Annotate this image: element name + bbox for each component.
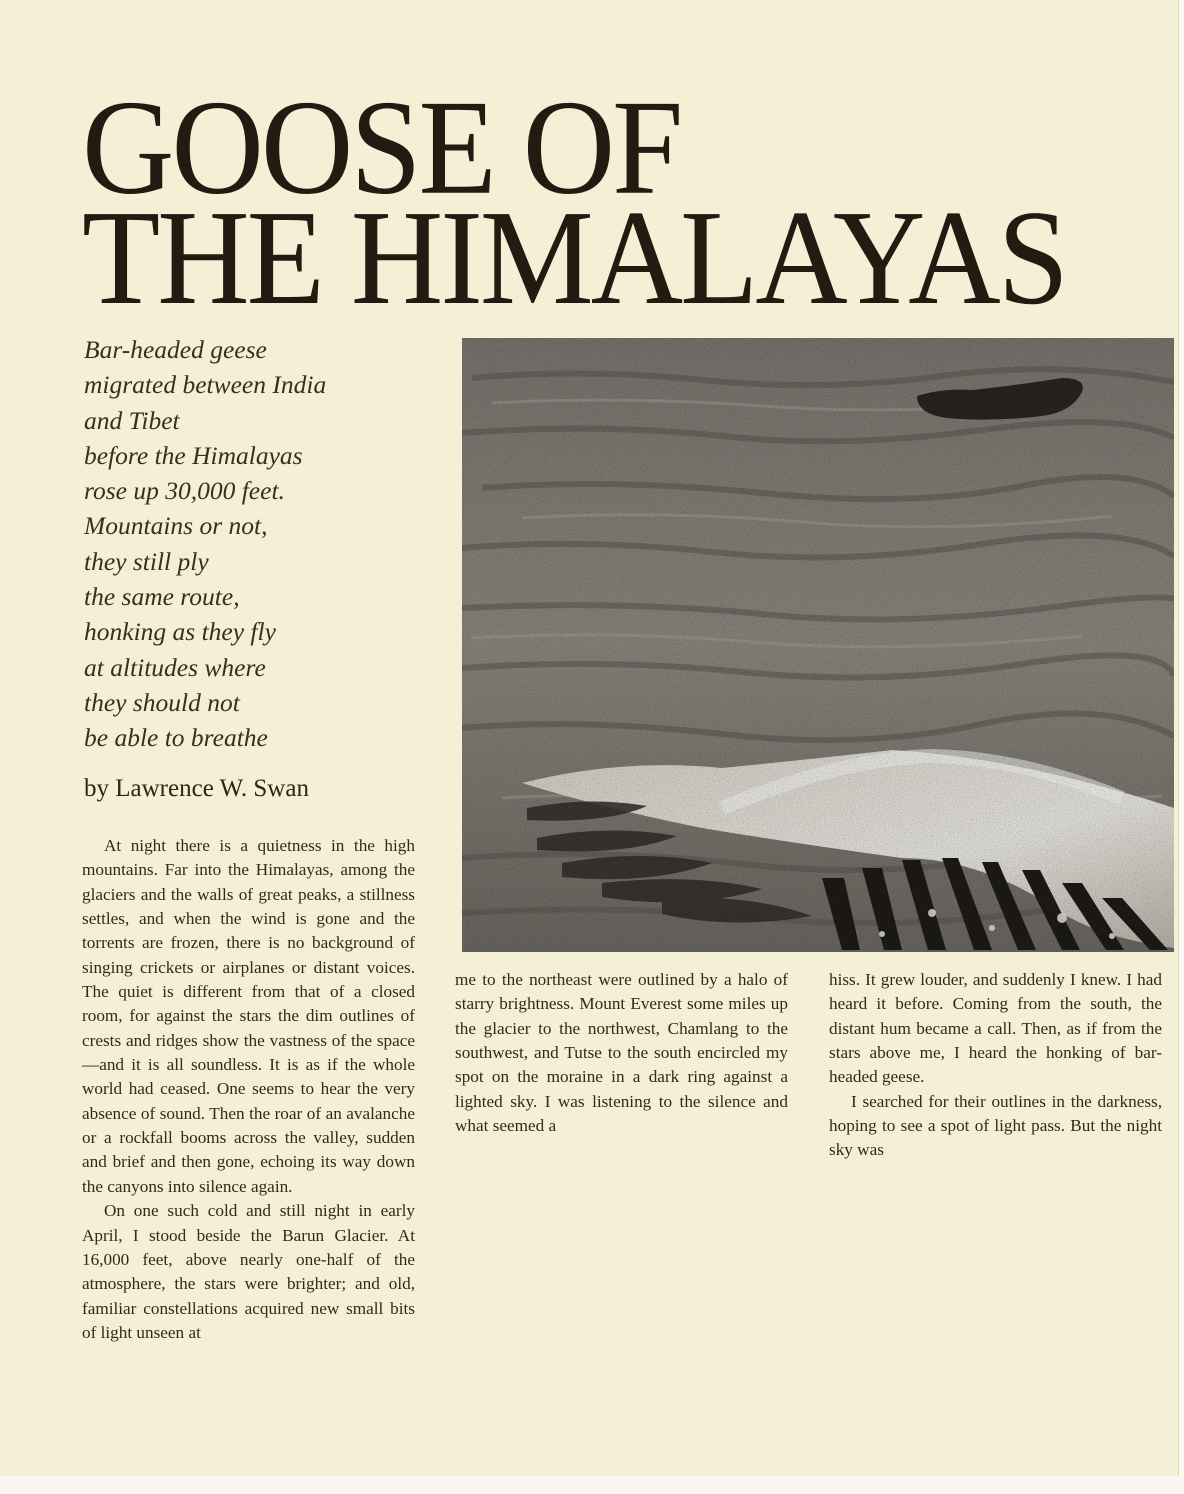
body-column-1 (82, 834, 415, 1345)
deck-line: migrated between India (84, 370, 327, 400)
goose-wing-image (462, 338, 1174, 952)
viewer-bottom-strip (0, 1476, 1184, 1494)
deck-line: be able to breathe (84, 723, 268, 753)
body-paragraph: hiss. It grew louder, and suddenly I knew. I had heard it before. Coming from the south, the distant hum became a call. Then, as if from the stars above me, I heard the honking of bar-headed geese. (829, 970, 1162, 1087)
deck-line: before the Himalayas (84, 440, 303, 470)
title-line-2: THE HIMALAYAS (82, 182, 1066, 333)
article-deck (84, 332, 434, 756)
deck-line: Bar-headed geese (84, 335, 267, 364)
deck-line: at altitudes where (84, 652, 266, 682)
deck-line: the same route, (84, 582, 240, 612)
deck-line: they should not (84, 687, 240, 717)
body-paragraph: At night there is a quietness in the high mountains. Far into the Himalayas, among the glaciers and the walls of great peaks, a stillness settles, and when the wind is gone and the torrents are frozen, there is no background of singing crickets or airplanes or distant voices. The quiet is different from that of a closed room, for against the stars the dim outlines of crests and ridges show the vastness of the space—and it is all soundless. It is as if the whole world had ceased. One seems to hear the very absence of sound. Then the roar of an avalanche or a rockfall booms across the valley, sudden and brief and then gone, echoing its way down the canyons into silence again. (82, 836, 415, 1196)
body-paragraph: I searched for their outlines in the darkness, hoping to see a spot of light pass. But the night sky was (829, 1091, 1162, 1160)
deck-line: Mountains or not, (84, 511, 268, 541)
title-line-1: GOOSE OF (82, 71, 681, 223)
body-column-2 (455, 968, 788, 1138)
body-paragraph: me to the northeast were outlined by a halo of starry brightness. Mount Everest some miles up the glacier to the northwest, Chamlang to the southwest, and Tutse to the south encircled my spot on the moraine in a dark ring against a lighted sky. I was listening to the silence and what seemed a (455, 970, 788, 1136)
page-right-margin (1178, 0, 1184, 1494)
body-paragraph: On one such cold and still night in early April, I stood beside the Barun Glacier. At 16,000 feet, above nearly one-half of the atmosphere, the stars were brighter; and old, familiar constellations acquired new small bits of light unseen at (82, 1201, 415, 1342)
deck-line: they still ply (84, 546, 209, 576)
deck-line: honking as they fly (84, 617, 276, 647)
byline: by Lawrence W. Swan (84, 775, 309, 802)
body-column-3 (829, 968, 1162, 1163)
goose-photo (462, 338, 1174, 952)
deck-line: and Tibet (84, 405, 180, 435)
article-title (82, 71, 1082, 333)
deck-line: rose up 30,000 feet. (84, 476, 285, 506)
